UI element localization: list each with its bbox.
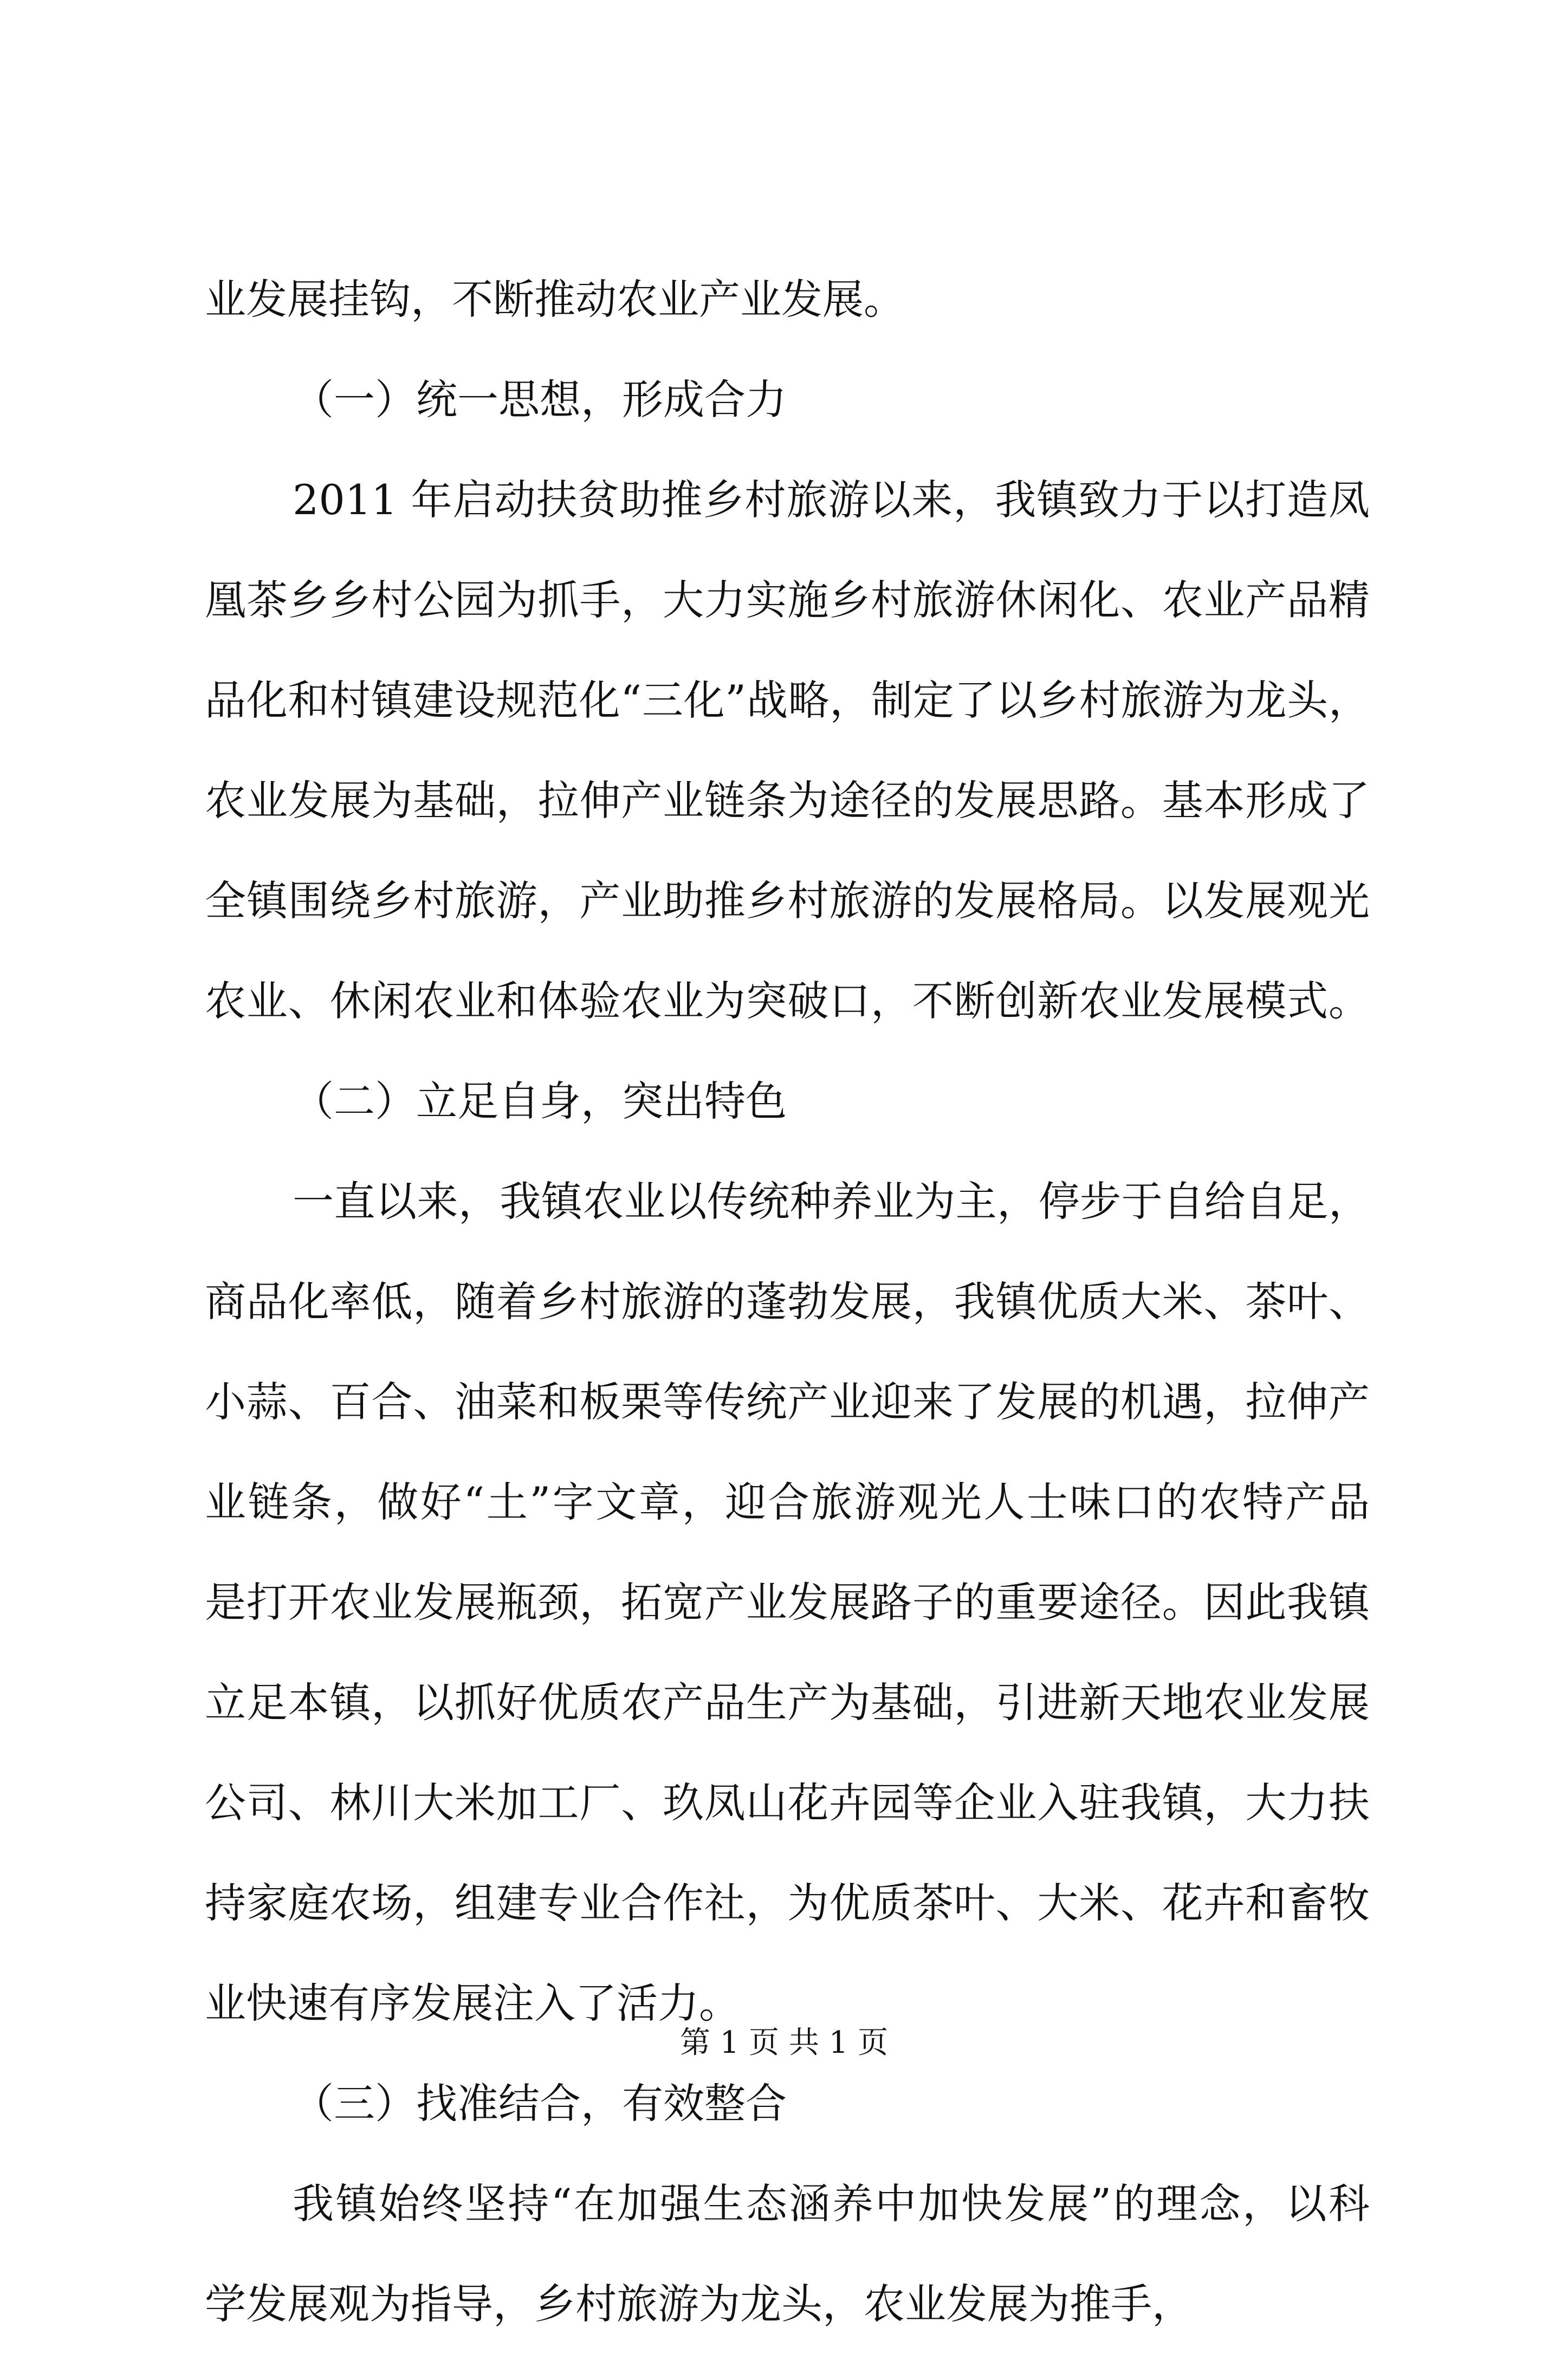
- paragraph-line: 学发展观为指导，乡村旅游为龙头，农业发展为推手，: [205, 2280, 1193, 2328]
- paragraph-line: 立足本镇，以抓好优质农产品生产为基础，引进新天地农业发展: [205, 1678, 1370, 1727]
- paragraph-line: 凰茶乡乡村公园为抓手，大力实施乡村旅游休闲化、农业产品精: [205, 576, 1370, 624]
- paragraph-line: 我镇始终坚持“在加强生态涵养中加快发展”的理念，以科: [293, 2180, 1370, 2228]
- paragraph-line: 业快速有序发展注入了活力。: [205, 1979, 740, 2027]
- paragraph-line: 公司、林川大米加工厂、玖凤山花卉园等企业入驻我镇，大力扶: [205, 1779, 1370, 1827]
- paragraph-line: 农业、休闲农业和体验农业为突破口，不断创新农业发展模式。: [205, 977, 1370, 1025]
- section-heading-2: （二）立足自身，突出特色: [293, 1077, 787, 1125]
- paragraph-line: 2011 年启动扶贫助推乡村旅游以来，我镇致力于以打造凤: [293, 476, 1370, 524]
- paragraph-line: 业链条，做好“土”字文章，迎合旅游观光人士味口的农特产品: [205, 1478, 1370, 1526]
- paragraph-line: 小蒜、百合、油菜和板栗等传统产业迎来了发展的机遇，拉伸产: [205, 1378, 1370, 1426]
- page-number-footer: 第 1 页 共 1 页: [679, 2025, 889, 2060]
- paragraph-line: 品化和村镇建设规范化“三化”战略，制定了以乡村旅游为龙头，: [205, 676, 1370, 724]
- section-heading-1: （一）统一思想，形成合力: [293, 375, 787, 424]
- paragraph-line: 全镇围绕乡村旅游，产业助推乡村旅游的发展格局。以发展观光: [205, 877, 1370, 925]
- paragraph-line: 一直以来，我镇农业以传统种养业为主，停步于自给自足，: [293, 1177, 1370, 1225]
- paragraph-line: 业发展挂钩，不断推动农业产业发展。: [205, 275, 905, 323]
- paragraph-line: 是打开农业发展瓶颈，拓宽产业发展路子的重要途径。因此我镇: [205, 1578, 1370, 1626]
- section-heading-3: （三）找准结合，有效整合: [293, 2079, 787, 2128]
- paragraph-line: 持家庭农场，组建专业合作社，为优质茶叶、大米、花卉和畜牧: [205, 1879, 1370, 1927]
- paragraph-line: 农业发展为基础，拉伸产业链条为途径的发展思路。基本形成了: [205, 776, 1370, 825]
- paragraph-line: 商品化率低，随着乡村旅游的蓬勃发展，我镇优质大米、茶叶、: [205, 1277, 1370, 1326]
